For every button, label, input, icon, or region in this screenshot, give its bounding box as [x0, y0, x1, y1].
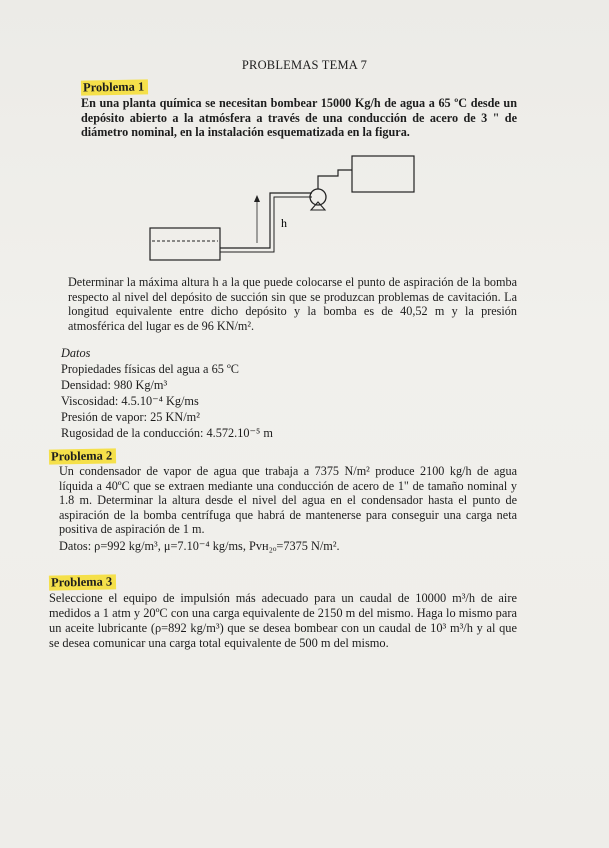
datos-line: Propiedades físicas del agua a 65 ºC [61, 362, 239, 376]
problema-1-question: Determinar la máxima altura h a la que puede colocarse el punto de aspiración de la bomba respecto al nivel del depósito de succión sin que se produzcan problemas de cavitación. La longitud equivalente entre dicho depósito y la bomba es de 40,52 m y la presión atmosférica del lugar es de 96 KN/m². [68, 275, 517, 333]
page-title: PROBLEMAS TEMA 7 [241, 58, 368, 72]
suction-pipe-wall [220, 197, 312, 252]
height-label: h [281, 216, 287, 230]
suction-pipe [220, 193, 312, 248]
destination-tank [352, 156, 414, 192]
discharge-pipe [318, 170, 352, 189]
datos-line: Presión de vapor: 25 KN/m² [61, 410, 200, 424]
problema-1-label: Problema 1 [81, 79, 148, 95]
datos-heading: Datos [61, 346, 91, 360]
datos-line: Rugosidad de la conducción: 4.572.10⁻⁵ m [61, 426, 273, 440]
suction-tank [150, 228, 220, 260]
problema-2-label: Problema 2 [49, 448, 116, 464]
problema-1-statement: En una planta química se necesitan bombear 15000 Kg/h de agua a 65 ºC desde un depósito abierto a la atmósfera a través de una conducción de acero de 3 " de diámetro nominal, en la instalación esquematizada en la figura. [81, 96, 517, 139]
datos-line: Viscosidad: 4.5.10⁻⁴ Kg/ms [61, 394, 199, 408]
dimension-arrow-icon [254, 195, 260, 202]
problema-3-statement: Seleccione el equipo de impulsión más adecuado para un caudal de 10000 m³/h de aire medidos a 1 atm y 20ºC con una carga equivalente de 2150 m del mismo. Haga lo mismo para un aceite lubricante (ρ=892 kg/m³) que se desea bombear con un caudal de 10³ m³/h y al que se desea comunicar una carga total equivalente de 500 m del mismo. [49, 591, 517, 650]
installation-diagram [140, 150, 430, 275]
problema-2-datos: Datos: ρ=992 kg/m³, μ=7.10⁻⁴ kg/ms, Pᴠʜ₂ₒ=7375 N/m². [59, 539, 340, 553]
datos-line: Densidad: 980 Kg/m³ [61, 378, 168, 392]
problema-3-label: Problema 3 [49, 574, 116, 590]
problema-2-statement: Un condensador de vapor de agua que trabaja a 7375 N/m² produce 2100 kg/h de agua líquida a 40ºC que se extraen mediante una conducción de acero de 1" de tamaño nominal y 1.8 m. Determinar la altura desde el nivel del agua en el condensador hasta el punto de aspiración de la bomba centrífuga que habrá de mantenerse para conseguir una carga neta positiva de aspiración de 1 m. [59, 464, 517, 536]
